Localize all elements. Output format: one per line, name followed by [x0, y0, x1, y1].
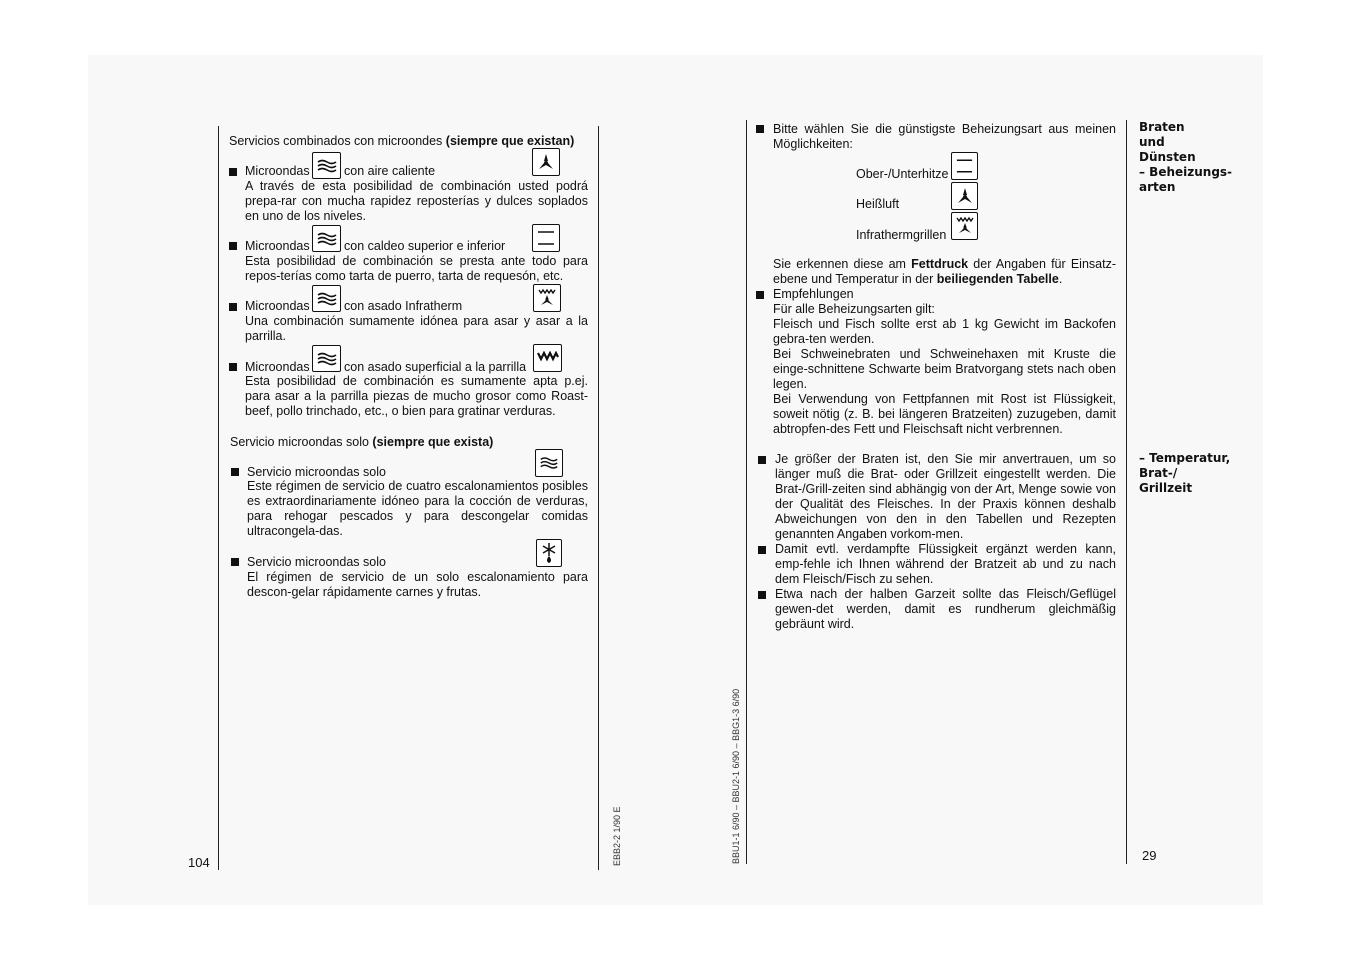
top-bottom-heat-icon	[951, 152, 978, 180]
bold-print-note: Sie erkennen diese am Fettdruck der Angaben für Einsatz-ebene und Temperatur in der beiliegenden Tabelle.	[773, 257, 1116, 286]
bullet-marker	[229, 168, 237, 176]
surface-grill-icon	[533, 344, 562, 372]
hot-air-fan-icon	[532, 148, 560, 176]
mode-label: Heißluft	[856, 197, 900, 211]
right-footer-code: BBU1-1 6/90 – BBU2-1 6/90 – BBG1-3 6/90	[731, 688, 741, 864]
bullet-marker	[758, 456, 766, 464]
item-lead: Microondas	[245, 164, 310, 178]
defrost-icon	[536, 539, 562, 567]
item-lead: Microondas	[245, 239, 310, 253]
infratherm-grill-icon	[951, 212, 978, 240]
bullet-marker	[229, 242, 237, 250]
right-margin-rule	[1126, 120, 1127, 864]
bullet-marker	[758, 591, 766, 599]
bullet-marker	[229, 363, 237, 371]
left-margin-rule	[218, 126, 219, 870]
microwave-icon	[312, 285, 341, 312]
item-lead: Servicio microondas solo	[247, 555, 386, 569]
heading-text: Servicio microondas solo	[230, 435, 373, 449]
bullet-marker	[758, 546, 766, 554]
liquid-check-text: Damit evtl. verdampfte Flüssigkeit ergänzt werden kann, emp-fehle ich Ihnen während der Bratzeit ab und zu nach dem Fleisch/Fisch zu sehen.	[775, 542, 1116, 586]
right-page-number: 29	[1142, 848, 1157, 863]
item-lead: Microondas	[245, 299, 310, 313]
item-description: Esta posibilidad de combinación se presta ante todo para repos-terías como tarta de puerro, tarta de requesón, etc.	[245, 254, 588, 283]
item-mode: con aire caliente	[344, 164, 436, 178]
left-page-number: 104	[188, 855, 210, 870]
microwave-icon	[535, 449, 563, 477]
bullet-marker	[231, 558, 239, 566]
heading-bold: (siempre que exista)	[372, 435, 494, 449]
bullet-marker	[231, 468, 239, 476]
left-heading-microwave-only	[230, 435, 590, 450]
microwave-icon	[312, 152, 341, 179]
item-description: Una combinación sumamente idónea para asar y asar a la parrilla.	[245, 314, 588, 343]
microwave-icon	[312, 225, 341, 252]
item-description: A través de esta posibilidad de combinación usted podrá prepa-rar con mucha rapidez reposterías y dulces soplados en uno de los niveles.	[245, 179, 588, 223]
hot-air-fan-icon	[951, 182, 978, 210]
top-bottom-heat-icon	[532, 224, 560, 252]
right-gutter-rule	[746, 120, 747, 864]
turn-meat-text: Etwa nach der halben Garzeit sollte das Fleisch/Geflügel gewen-det werden, damit es rundherum gleichmäßig gebräunt wird.	[775, 587, 1116, 631]
side-heading-temperatur: – Temperatur, Brat-/ Grillzeit	[1139, 451, 1231, 495]
heading-bold: (siempre que existan)	[445, 134, 575, 148]
item-mode: con asado Infratherm	[344, 299, 463, 313]
heading-text: Servicios combinados con microondes	[229, 134, 446, 148]
bullet-marker	[756, 125, 764, 133]
bullet-marker	[229, 303, 237, 311]
side-heading-braten: Braten und Dünsten – Beheizungs- arten	[1139, 120, 1233, 194]
item-description: El régimen de servicio de un solo escalonamiento para descon-gelar rápidamente carnes y frutas.	[247, 570, 588, 599]
microwave-icon	[312, 345, 341, 372]
recommendations-label: Empfehlungen	[773, 287, 854, 301]
item-lead: Microondas	[245, 360, 310, 374]
roast-size-text: Je größer der Braten ist, den Sie mir anvertrauen, um so länger muß die Brat- oder Grillzeit eingestellt werden. Die Brat-/Grill-zeiten sind abhängig von der Art, Menge sowie von der Qualität des Fleisches. In der Praxis können deshalb Abweichungen von den in den Tabellen und Rezepten genannten Angaben vorkom-men.	[775, 452, 1116, 541]
left-footer-code: EBB2-2 1/90 E	[612, 806, 622, 866]
item-description: Este régimen de servicio de cuatro escalonamientos posibles es extraordinariamente idóneo para la cocción de verduras, para rehogar pescados y para descongelar comidas ultracongela-das.	[247, 479, 588, 538]
infratherm-grill-icon	[533, 284, 561, 312]
left-heading-combined	[229, 134, 589, 149]
item-mode: con caldeo superior e inferior	[344, 239, 506, 253]
recommendations-text: Für alle Beheizungsarten gilt: Fleisch und Fisch sollte erst ab 1 kg Gewicht im Backofen gebra-ten werden. Bei Schweinebraten und Schweinehaxen mit Kruste die einge-schnittene Schwarte beim Bratvorgang stets nach oben legen. Bei Verwendung von Fettpfannen mit Rost ist Flüssigkeit, soweit nötig (z. B. bei längeren Bratzeiten) zuzugeben, damit abtropfen-des Fett und Fleischsaft nicht verbrennen.	[773, 302, 1116, 436]
bullet-marker	[756, 291, 764, 299]
mode-label: Infrathermgrillen	[856, 228, 947, 242]
item-lead: Servicio microondas solo	[247, 465, 386, 479]
item-description: Esta posibilidad de combinación es sumamente apta p.ej. para asar a la parrilla piezas de mucho grosor como Roast-beef, pollo trinchado, etc., o bien para gratinar verduras.	[245, 374, 588, 418]
intro-text: Bitte wählen Sie die günstigste Beheizungsart aus meinen Möglichkeiten:	[773, 122, 1116, 151]
left-gutter-rule	[598, 126, 599, 870]
mode-label: Ober-/Unterhitze	[856, 167, 949, 181]
item-mode: con asado superficial a la parrilla	[344, 360, 527, 374]
